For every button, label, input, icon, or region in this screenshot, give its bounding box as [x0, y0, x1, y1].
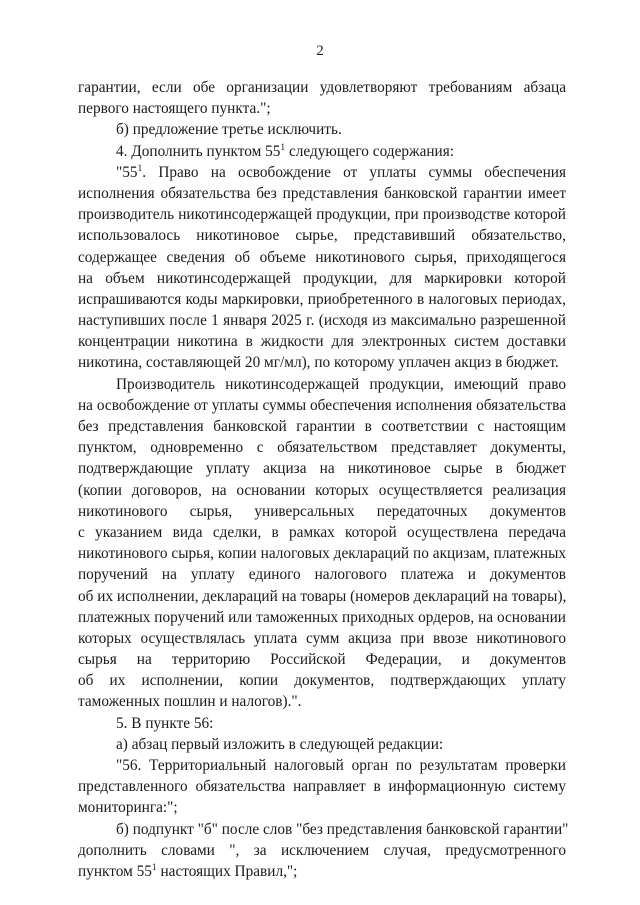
text-line: на объем никотинсодержащей продукции, для маркировки которой: [78, 269, 566, 287]
text-line: б) подпункт "б" после слов "без представления банковской гарантии": [116, 820, 569, 838]
text-line: 4. Дополнить пунктом $55^1$ следующего содержания:: [116, 142, 455, 160]
text-line: без представления банковской гарантии в соответствии с настоящим: [78, 418, 566, 435]
text-line: б) предложение третье исключить.: [116, 121, 342, 139]
text-line: таможенных пошлин и налогов).".: [78, 693, 302, 711]
text-line: а) абзац первый изложить в следующей редакции:: [116, 735, 444, 753]
text-line: 5. В пункте 56:: [116, 714, 214, 732]
text-line: которых осуществлялась уплата сумм акциза при ввозе никотинового: [78, 629, 566, 647]
text-line: платежных поручений или таможенных приходных ордеров, на основании: [78, 608, 566, 626]
text-line: "$55^1$. Право на освобождение от уплаты суммы обеспечения: [116, 163, 566, 181]
text-line: никотинового сырья, универсальных передаточных документов: [78, 502, 566, 520]
text-line: об их исполнении, копии документов, подтверждающих уплату: [78, 672, 566, 690]
text-line: производитель никотинсодержащей продукции, при производстве которой: [78, 206, 566, 224]
text-line: пунктом $55^1$ настоящих Правил,";: [78, 862, 298, 880]
text-line: использовалось никотиновое сырье, представивший обязательство,: [78, 227, 566, 245]
text-line: (копии договоров, на основании которых осуществляется реализация: [78, 481, 566, 499]
text-line: никотина, составляющей 20 мг/мл), по которому уплачен акциз в бюджет.: [78, 354, 559, 372]
document-body: [78, 77, 569, 882]
text-line: испрашиваются коды маркировки, приобретенного в налоговых периодах,: [78, 290, 566, 308]
text-line: гарантии, если обе организации удовлетворяют требованиям абзаца: [78, 79, 566, 96]
superscript: 1: [151, 862, 157, 873]
text-line: содержащее сведения об объеме никотинового сырья, приходящегося: [78, 248, 566, 266]
page-number: 2: [316, 43, 324, 59]
text-line: поручений на уплату единого налогового платежа и документов: [78, 566, 566, 584]
text-line: исполнения обязательства без представления банковской гарантии имеет: [78, 184, 566, 202]
text-line: мониторинга:";: [78, 799, 178, 817]
text-line: Производитель никотинсодержащей продукции, имеющий право: [116, 375, 566, 393]
text-line: дополнить словами ", за исключением случая, предусмотренного: [78, 841, 566, 859]
text-line: об их исполнении, деклараций на товары (номеров деклараций на товары),: [78, 587, 567, 605]
text-line: "56. Территориальный налоговый орган по результатам проверки: [116, 757, 566, 774]
text-line: пунктом, одновременно с обязательством представляет документы,: [78, 439, 566, 457]
text-line: первого настоящего пункта.";: [78, 100, 271, 118]
text-line: концентрации никотина в жидкости для электронных систем доставки: [78, 333, 566, 351]
text-line: никотинового сырья, копии налоговых деклараций по акцизам, платежных: [78, 545, 566, 563]
text-line: представленного обязательства направляет в информационную систему: [78, 778, 566, 796]
text-line: подтверждающие уплату акциза на никотиновое сырье в бюджет: [78, 460, 566, 478]
superscript: 1: [280, 142, 286, 153]
text-line: сырья на территорию Российской Федерации, и документов: [78, 651, 566, 669]
superscript: 1: [137, 163, 143, 174]
text-line: на освобождение от уплаты суммы обеспечения исполнения обязательства: [78, 396, 566, 414]
text-line: наступивших после 1 января 2025 г. (исходя из максимально разрешенной: [78, 312, 566, 330]
text-line: с указанием вида сделки, в рамках которой осуществлена передача: [78, 523, 566, 541]
